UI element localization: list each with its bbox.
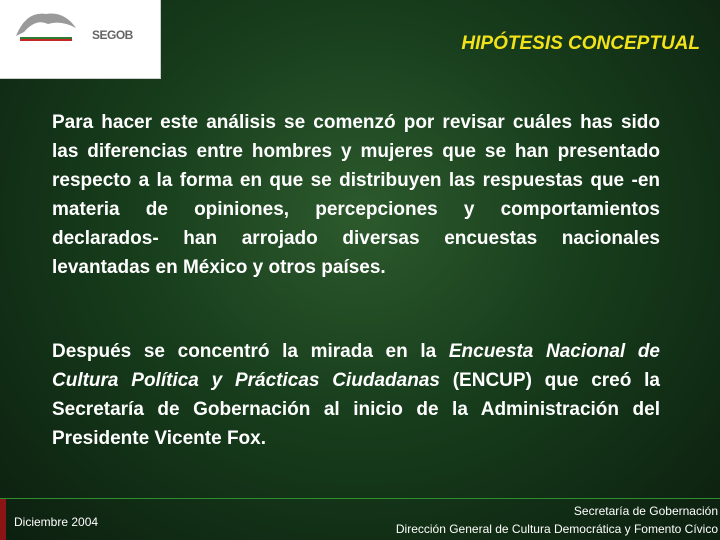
footer-accent: [0, 498, 6, 540]
eagle-emblem-icon: [6, 6, 84, 42]
footer-org: [396, 502, 718, 538]
footer-org-line1: Secretaría de Gobernación: [573, 504, 718, 518]
footer-date: Diciembre 2004: [14, 515, 99, 529]
segob-brand: SEGOB: [92, 28, 133, 42]
paragraph-2: [52, 337, 660, 453]
survey-name: Encuesta Nacional de Cultura Política y Prácticas Ciudadanas: [52, 341, 660, 391]
footer-divider: [0, 498, 720, 499]
segob-logo: [0, 0, 161, 79]
paragraph-1: Para hacer este análisis se comenzó por revisar cuáles has sido las diferencias entre hombres y mujeres que se han presentado respecto a la forma en que se distribuyen las respuestas que -en materia de opiniones, percepciones y comportamientos declarados- han arrojado diversas encuestas nacionales levantadas en México y otros países.: [52, 112, 660, 278]
paragraph-2-pre: Después se concentró la mirada en la: [52, 341, 449, 362]
page-title: HIPÓTESIS CONCEPTUAL: [461, 33, 700, 54]
footer-org-line2: Dirección General de Cultura Democrática y Fomento Cívico: [395, 522, 718, 536]
paragraph-2-post: (ENCUP) que creó la Secretaría de Gobernación al inicio de la Administración del Presidente Vicente Fox.: [52, 370, 660, 449]
